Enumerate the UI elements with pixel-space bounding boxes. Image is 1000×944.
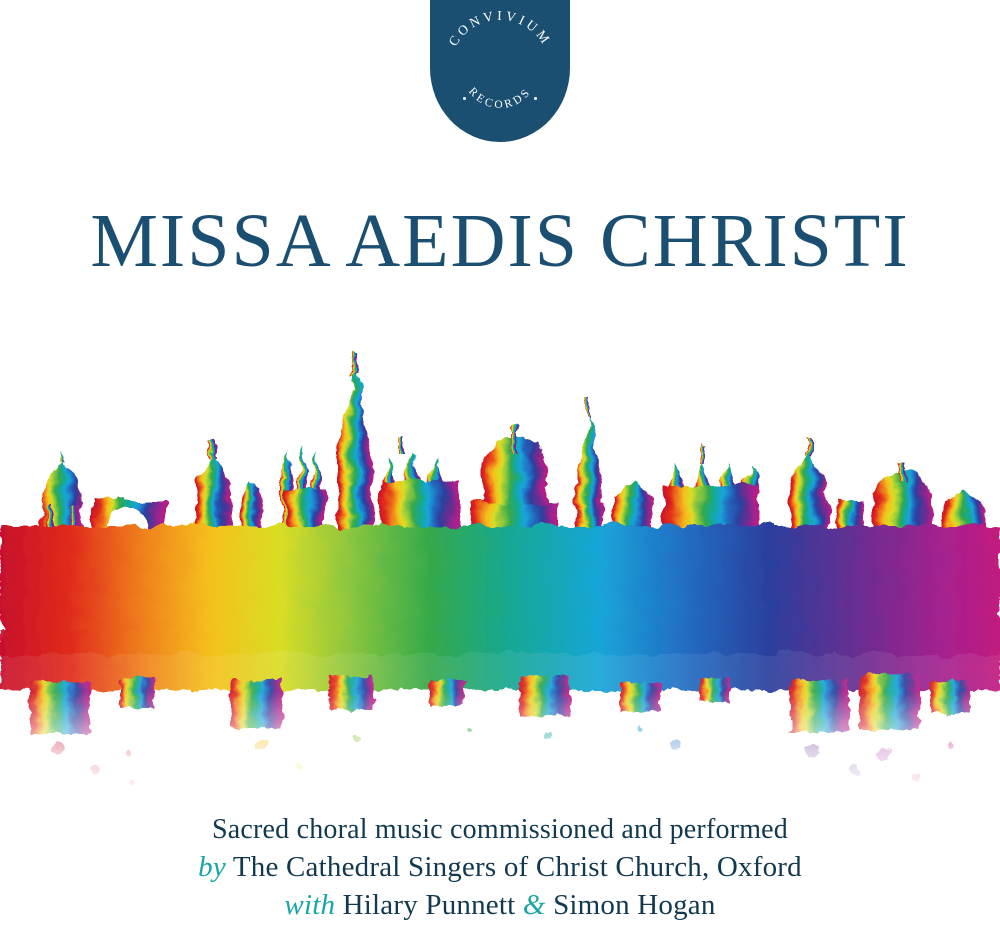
credit-with-word: with [284, 889, 336, 921]
credit-line-guests [0, 886, 1000, 924]
credits-block [0, 812, 1000, 924]
credit-line-performers [0, 848, 1000, 886]
credit-by-word: by [198, 851, 226, 883]
logo-bottom-text: RECORDS [466, 85, 534, 112]
credit-artist-one: Hilary Punnett [342, 889, 516, 921]
oxford-skyline-watercolour [0, 330, 1000, 800]
logo-dot-right [534, 97, 537, 100]
credit-ensemble-name: The Cathedral Singers of Christ Church, Oxford [232, 851, 802, 883]
credit-artist-two: Simon Hogan [553, 889, 716, 921]
logo-arc-text [430, 0, 570, 142]
credit-ampersand: & [522, 889, 546, 921]
logo-top-text: CONVIVIUM [445, 7, 555, 49]
convivium-records-logo [430, 0, 570, 142]
credit-line-commissioned: Sacred choral music commissioned and performed [211, 814, 789, 845]
album-title: MISSA AEDIS CHRISTI [90, 199, 910, 283]
logo-dot-left [463, 97, 466, 100]
skyline-illustration [0, 330, 1000, 800]
